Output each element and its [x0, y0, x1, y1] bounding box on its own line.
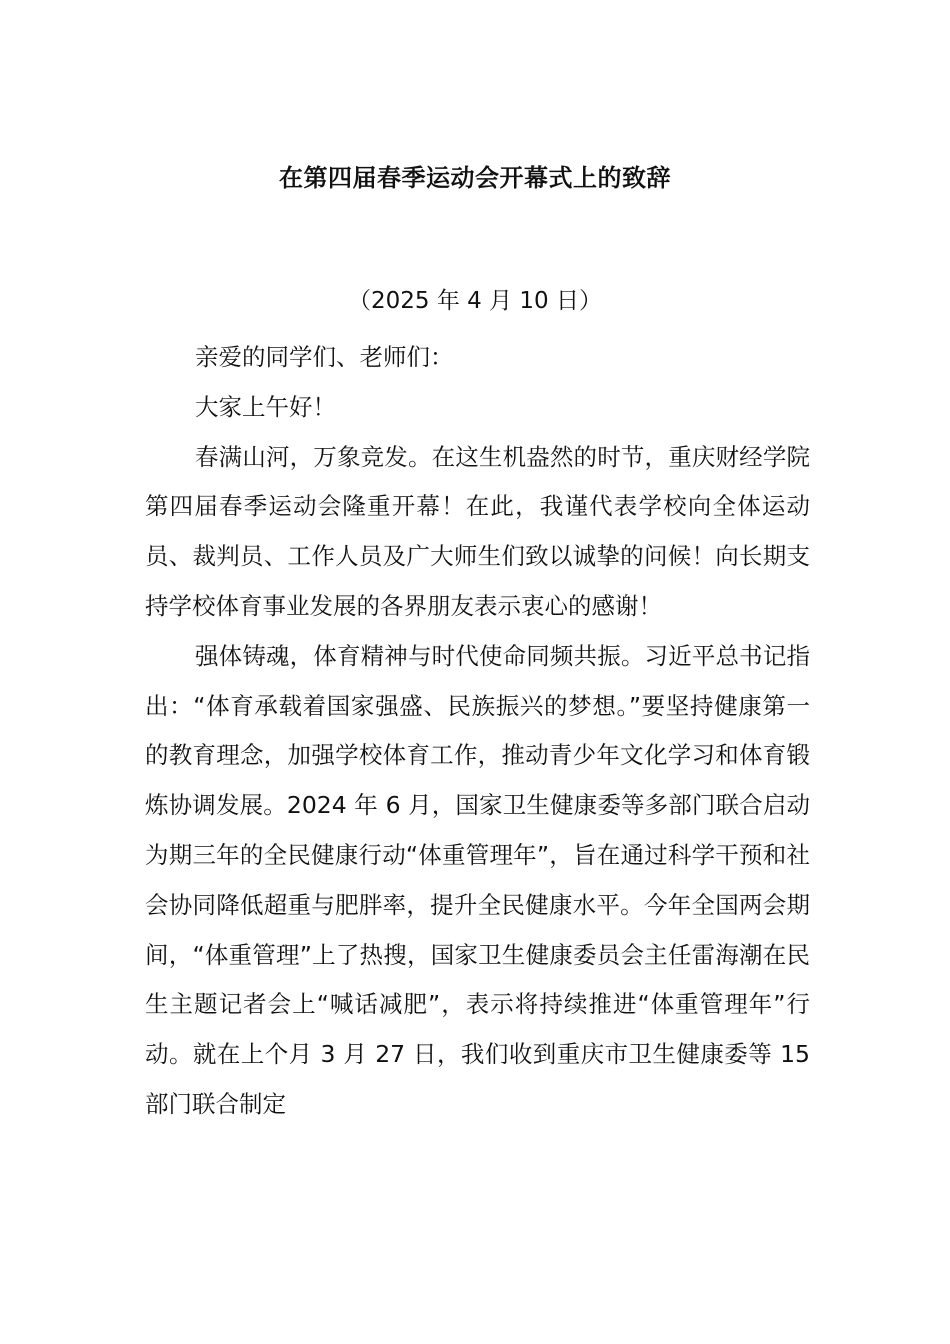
document-body — [145, 333, 810, 1130]
paragraph: 强体铸魂，体育精神与时代使命同频共振。习近平总书记指出：“体育承载着国家强盛、民族振兴的梦想。”要坚持健康第一的教育理念，加强学校体育工作，推动青少年文化学习和体育锻炼协调发展。2024 年 6 月，国家卫生健康委等多部门联合启动为期三年的全民健康行动“体重管理年”，旨在通过科学干预和社会协同降低超重与肥胖率，提升全民健康水平。今年全国两会期间，“体重管理”上了热搜，国家卫生健康委员会主任雷海潮在民生主题记者会上“喊话减肥”，表示将持续推进“体重管理年”行动。就在上个月 3 月 27 日，我们收到重庆市卫生健康委等 15 部门联合制定 — [145, 641, 810, 1118]
salutation: 亲爱的同学们、老师们： — [195, 343, 454, 371]
paragraph: 春满山河，万象竞发。在这生机盎然的时节，重庆财经学院第四届春季运动会隆重开幕！在此，我谨代表学校向全体运动员、裁判员、工作人员及广大师生们致以诚挚的问候！向长期支持学校体育事业发展的各界朋友表示衷心的感谢！ — [145, 442, 810, 620]
document-date: （2025 年 4 月 10 日） — [348, 288, 602, 314]
greeting: 大家上午好！ — [195, 392, 336, 421]
document-title: 在第四届春季运动会开幕式上的致辞 — [279, 164, 671, 192]
